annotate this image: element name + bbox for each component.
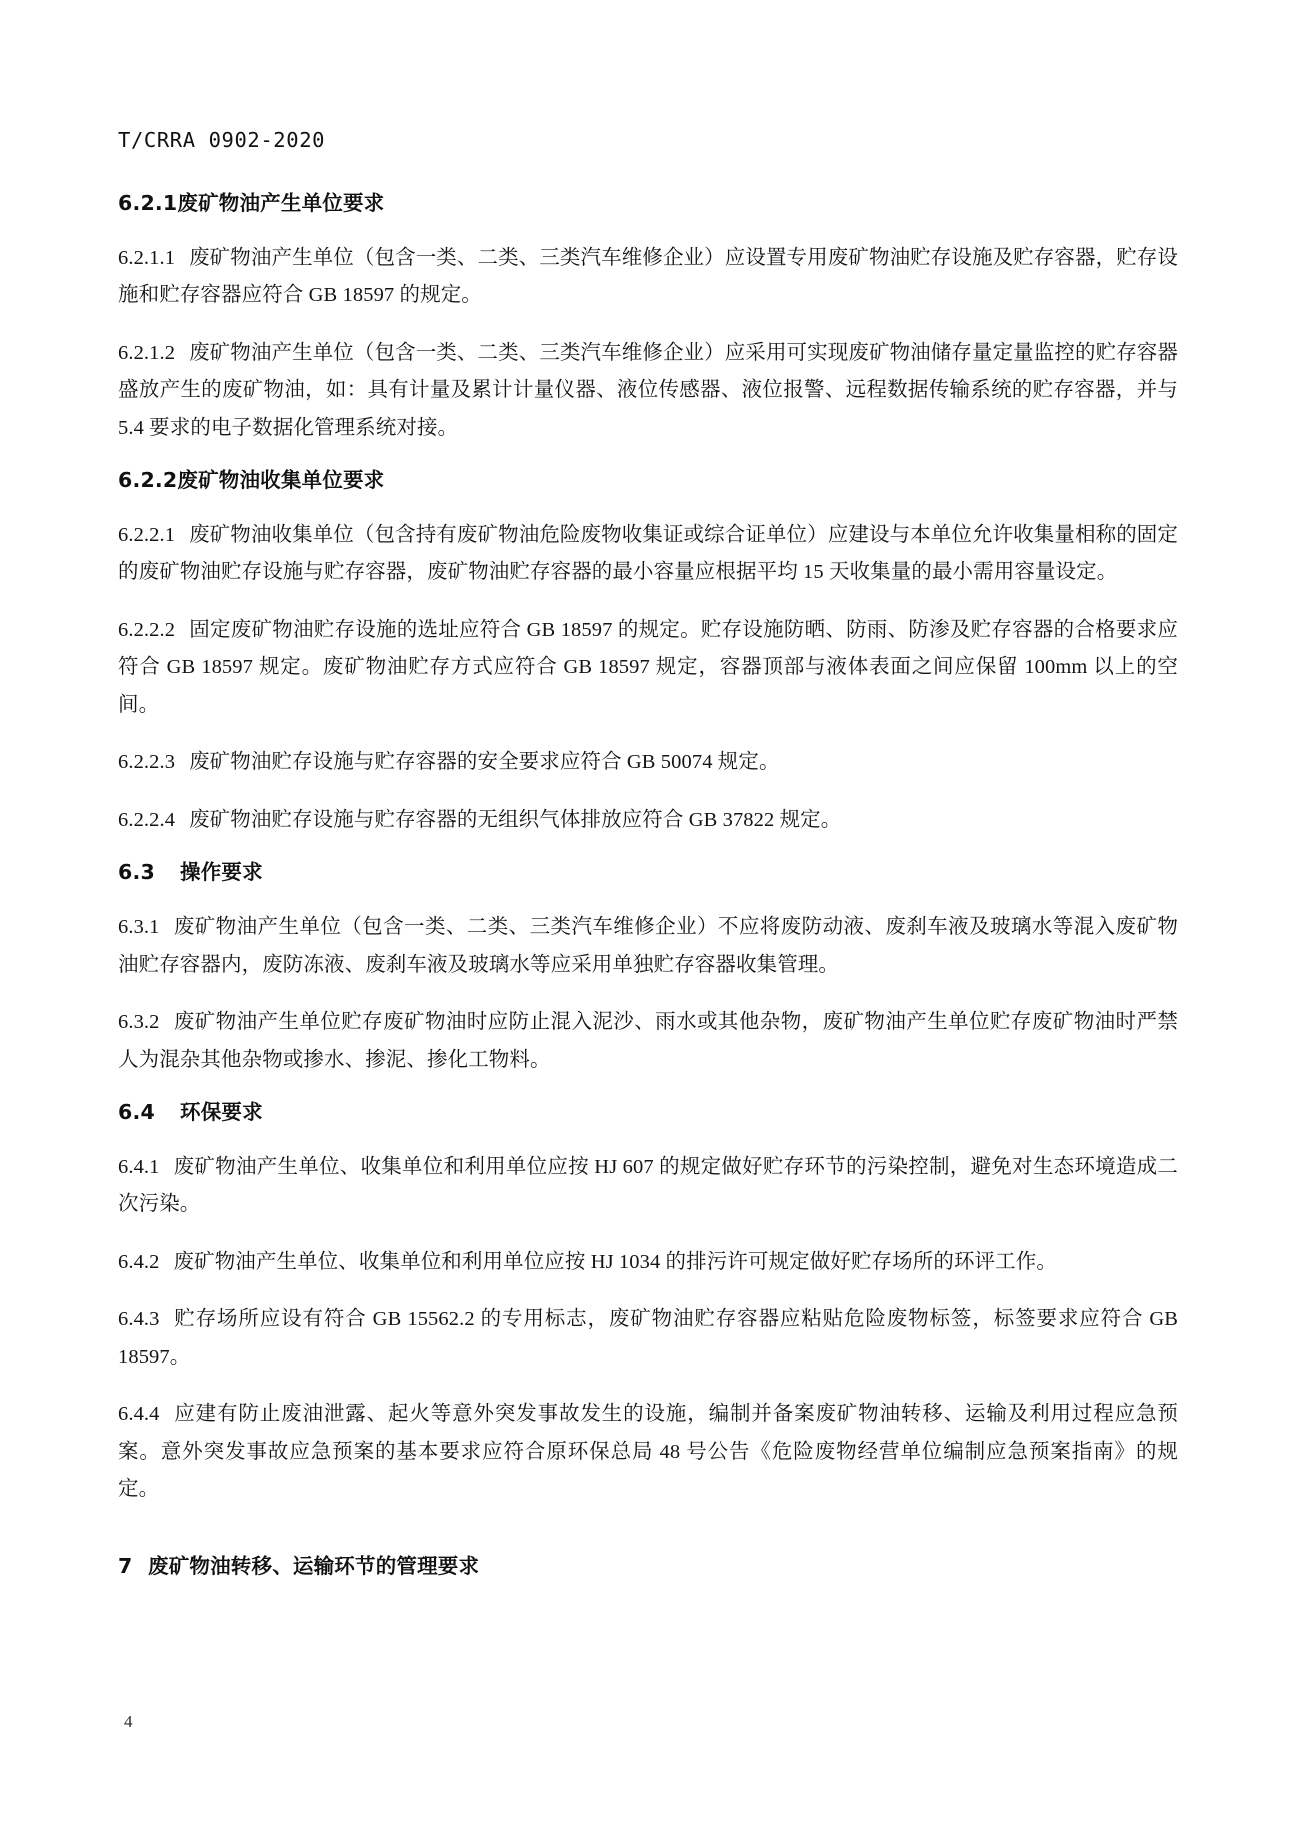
clause-text: 废矿物油产生单位贮存废矿物油时应防止混入泥沙、雨水或其他杂物，废矿物油产生单位贮存废矿物油时严禁人为混杂其他杂物或掺水、掺泥、掺化工物料。 xyxy=(118,1011,1178,1071)
clause-title: 环保要求 xyxy=(180,1100,263,1125)
clause-text: 固定废矿物油贮存设施的选址应符合 GB 18597 的规定。贮存设施防晒、防雨、防渗及贮存容器的合格要求应符合 GB 18597 规定。废矿物油贮存方式应符合 GB 18597 规定，容器顶部与液体表面之间应保留 100mm 以上的空间。 xyxy=(118,618,1178,716)
clause-paragraph-6-4-3 xyxy=(118,1301,1178,1376)
document-header-code: T/CRRA 0902-2020 xyxy=(118,128,326,152)
clause-heading-6-3 xyxy=(118,859,1178,887)
clause-number: 6.2.2.2 xyxy=(118,618,176,641)
clause-heading-6-4 xyxy=(118,1099,1178,1127)
clause-title: 废矿物油产生单位要求 xyxy=(177,191,385,215)
clause-text: 废矿物油贮存设施与贮存容器的无组织气体排放应符合 GB 37822 规定。 xyxy=(189,808,842,831)
clause-number: 6.3.1 xyxy=(118,916,160,939)
clause-number: 6.2.1.1 xyxy=(118,246,176,269)
clause-number: 6.2.2.4 xyxy=(118,808,176,831)
clause-paragraph-6-2-2-1 xyxy=(118,517,1178,592)
clause-number: 6.2.2 xyxy=(118,468,178,493)
clause-paragraph-6-2-2-2 xyxy=(118,612,1178,725)
clause-text: 废矿物油贮存设施与贮存容器的安全要求应符合 GB 50074 规定。 xyxy=(189,751,780,774)
clause-number: 6.4.4 xyxy=(118,1403,160,1426)
clause-text: 废矿物油收集单位（包含持有废矿物油危险废物收集证或综合证单位）应建设与本单位允许收集量相称的固定的废矿物油贮存设施与贮存容器，废矿物油贮存容器的最小容量应根据平均 15 天收集量的最小需用容量设定。 xyxy=(118,523,1178,584)
clause-heading-6-2-2 xyxy=(118,467,1178,495)
clause-number: 6.3.2 xyxy=(118,1011,160,1034)
clause-paragraph-6-2-2-4 xyxy=(118,802,1178,840)
clause-text: 废矿物油产生单位（包含一类、二类、三类汽车维修企业）应采用可实现废矿物油储存量定量监控的贮存容器盛放产生的废矿物油，如：具有计量及累计计量仪器、液位传感器、液位报警、远程数据传输系统的贮存容器，并与 5.4 要求的电子数据化管理系统对接。 xyxy=(118,341,1178,439)
clause-paragraph-6-4-2 xyxy=(118,1244,1178,1282)
clause-heading-7 xyxy=(118,1553,1178,1581)
clause-title: 废矿物油转移、运输环节的管理要求 xyxy=(148,1553,480,1578)
clause-number: 6.4 xyxy=(118,1100,155,1125)
clause-number: 6.4.3 xyxy=(118,1308,160,1331)
clause-title: 操作要求 xyxy=(180,860,263,885)
clause-number: 6.4.2 xyxy=(118,1250,160,1273)
clause-paragraph-6-3-1 xyxy=(118,909,1178,984)
page-content xyxy=(118,128,1178,1602)
clause-number: 6.2.2.3 xyxy=(118,751,176,774)
clause-number: 6.2.1.2 xyxy=(118,341,176,364)
clause-paragraph-6-4-1 xyxy=(118,1149,1178,1224)
page-number: 4 xyxy=(124,1712,133,1731)
clause-text: 废矿物油产生单位、收集单位和利用单位应按 HJ 607 的规定做好贮存环节的污染控制，避免对生态环境造成二次污染。 xyxy=(118,1155,1178,1216)
clause-number: 6.3 xyxy=(118,860,155,885)
clause-paragraph-6-4-4 xyxy=(118,1396,1178,1509)
clause-number: 6.4.1 xyxy=(118,1155,160,1178)
clause-number: 6.2.1 xyxy=(118,191,178,215)
clause-text: 应建有防止废油泄露、起火等意外突发事故发生的设施，编制并备案废矿物油转移、运输及利用过程应急预案。意外突发事故应急预案的基本要求应符合原环保总局 48 号公告《危险废物经营单位编制应急预案指南》的规定。 xyxy=(118,1403,1178,1501)
clause-text: 废矿物油产生单位（包含一类、二类、三类汽车维修企业）不应将废防动液、废刹车液及玻璃水等混入废矿物油贮存容器内，废防冻液、废刹车液及玻璃水等应采用单独贮存容器收集管理。 xyxy=(118,916,1178,976)
clause-number: 6.2.2.1 xyxy=(118,523,176,546)
clause-text: 废矿物油产生单位、收集单位和利用单位应按 HJ 1034 的排污许可规定做好贮存场所的环评工作。 xyxy=(173,1250,1057,1273)
clause-heading-6-2-1 xyxy=(118,190,1178,218)
clause-paragraph-6-2-1-1 xyxy=(118,240,1178,315)
clause-paragraph-6-3-2 xyxy=(118,1004,1178,1079)
clause-paragraph-6-2-1-2 xyxy=(118,335,1178,448)
clause-title: 废矿物油收集单位要求 xyxy=(177,468,385,493)
clause-text: 贮存场所应设有符合 GB 15562.2 的专用标志，废矿物油贮存容器应粘贴危险废物标签，标签要求应符合 GB 18597。 xyxy=(118,1308,1178,1368)
clause-paragraph-6-2-2-3 xyxy=(118,744,1178,782)
clause-text: 废矿物油产生单位（包含一类、二类、三类汽车维修企业）应设置专用废矿物油贮存设施及贮存容器，贮存设施和贮存容器应符合 GB 18597 的规定。 xyxy=(118,246,1178,307)
clause-number: 7 xyxy=(118,1553,133,1578)
